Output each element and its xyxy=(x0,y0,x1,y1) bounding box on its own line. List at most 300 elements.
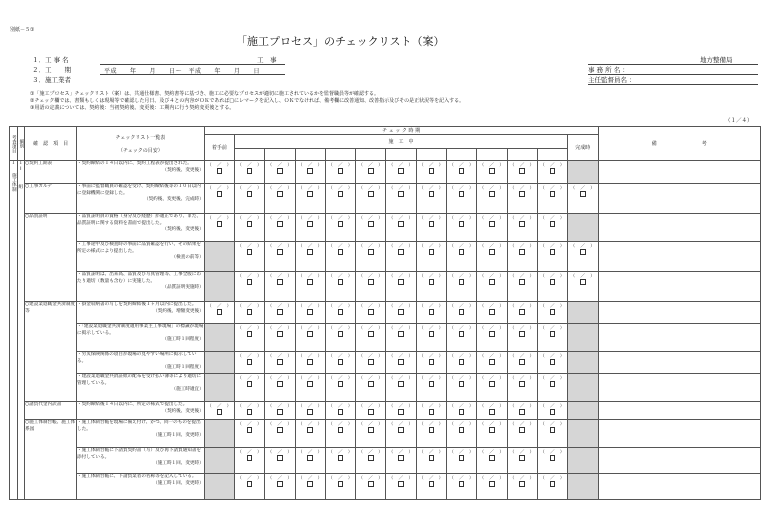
checkbox[interactable] xyxy=(489,221,495,227)
check-date-slot[interactable]: （ ／ ） xyxy=(388,326,414,331)
check-date-slot[interactable]: （ ／ ） xyxy=(267,244,293,249)
check-date-slot[interactable]: （ ／ ） xyxy=(358,163,383,168)
check-cell[interactable] xyxy=(477,242,507,272)
check-cell[interactable] xyxy=(507,474,537,500)
check-date-slot[interactable]: （ ／ ） xyxy=(297,163,323,168)
check-cell[interactable] xyxy=(356,374,386,402)
check-date-slot[interactable]: （ ／ ） xyxy=(449,422,474,427)
check-cell[interactable] xyxy=(507,161,537,184)
check-date-slot[interactable]: （ ／ ） xyxy=(509,163,535,168)
check-cell[interactable] xyxy=(295,184,325,214)
checkbox[interactable] xyxy=(307,279,313,285)
check-date-slot[interactable]: （ ／ ） xyxy=(328,404,353,409)
check-date-slot[interactable]: （ ／ ） xyxy=(237,163,262,168)
check-date-slot[interactable]: （ ／ ） xyxy=(479,186,505,191)
check-date-slot[interactable]: （ ／ ） xyxy=(540,163,565,168)
checkbox[interactable] xyxy=(217,309,223,315)
check-cell[interactable] xyxy=(568,184,598,214)
check-date-slot[interactable]: （ ／ ） xyxy=(419,422,444,427)
check-cell[interactable] xyxy=(356,242,386,272)
check-date-slot[interactable]: （ ／ ） xyxy=(297,304,323,309)
check-cell[interactable] xyxy=(507,184,537,214)
remarks-cell[interactable] xyxy=(598,242,760,272)
check-cell[interactable] xyxy=(416,302,446,324)
checkbox[interactable] xyxy=(459,168,465,174)
check-date-slot[interactable]: （ ／ ） xyxy=(328,326,353,331)
remarks-cell[interactable] xyxy=(598,474,760,500)
check-cell[interactable] xyxy=(356,474,386,500)
check-cell[interactable] xyxy=(234,242,264,272)
check-cell[interactable] xyxy=(477,161,507,184)
checkbox[interactable] xyxy=(489,279,495,285)
check-cell[interactable] xyxy=(386,214,416,242)
check-date-slot[interactable]: （ ／ ） xyxy=(419,354,444,359)
checkbox[interactable] xyxy=(277,455,283,461)
check-cell[interactable] xyxy=(507,448,537,474)
checkbox[interactable] xyxy=(368,279,374,285)
checkbox[interactable] xyxy=(338,409,344,415)
checkbox[interactable] xyxy=(459,331,465,337)
check-cell[interactable] xyxy=(234,272,264,302)
check-cell[interactable] xyxy=(537,352,567,374)
checkbox[interactable] xyxy=(429,168,435,174)
remarks-cell[interactable] xyxy=(598,420,760,448)
checkbox[interactable] xyxy=(247,249,253,255)
check-date-slot[interactable]: （ ／ ） xyxy=(419,450,444,455)
check-cell[interactable] xyxy=(416,448,446,474)
check-cell[interactable] xyxy=(356,324,386,352)
check-date-slot[interactable]: （ ／ ） xyxy=(237,304,262,309)
check-cell[interactable] xyxy=(295,374,325,402)
check-date-slot[interactable]: （ ／ ） xyxy=(267,274,293,279)
checkbox[interactable] xyxy=(338,427,344,433)
check-cell[interactable] xyxy=(325,272,355,302)
check-cell[interactable] xyxy=(356,214,386,242)
checkbox[interactable] xyxy=(247,455,253,461)
check-cell[interactable] xyxy=(386,420,416,448)
check-cell[interactable] xyxy=(416,402,446,420)
check-cell[interactable] xyxy=(295,242,325,272)
check-date-slot[interactable]: （ ／ ） xyxy=(207,216,232,221)
check-cell[interactable] xyxy=(386,302,416,324)
checkbox[interactable] xyxy=(519,191,525,197)
check-cell[interactable] xyxy=(416,474,446,500)
check-date-slot[interactable]: （ ／ ） xyxy=(328,304,353,309)
checkbox[interactable] xyxy=(247,279,253,285)
check-date-slot[interactable]: （ ／ ） xyxy=(479,354,505,359)
check-cell[interactable] xyxy=(386,184,416,214)
check-cell[interactable] xyxy=(568,272,598,302)
check-date-slot[interactable]: （ ／ ） xyxy=(388,244,414,249)
checkbox[interactable] xyxy=(217,409,223,415)
check-date-slot[interactable]: （ ／ ） xyxy=(388,163,414,168)
checkbox[interactable] xyxy=(247,409,253,415)
check-date-slot[interactable]: （ ／ ） xyxy=(328,450,353,455)
checkbox[interactable] xyxy=(519,455,525,461)
checkbox[interactable] xyxy=(277,381,283,387)
check-date-slot[interactable]: （ ／ ） xyxy=(358,186,383,191)
remarks-cell[interactable] xyxy=(598,402,760,420)
checkbox[interactable] xyxy=(489,481,495,487)
check-cell[interactable] xyxy=(234,352,264,374)
checkbox[interactable] xyxy=(550,427,556,433)
check-cell[interactable] xyxy=(265,402,295,420)
checkbox[interactable] xyxy=(459,191,465,197)
check-date-slot[interactable]: （ ／ ） xyxy=(237,404,262,409)
check-cell[interactable] xyxy=(295,448,325,474)
check-cell[interactable] xyxy=(537,374,567,402)
check-date-slot[interactable]: （ ／ ） xyxy=(237,422,262,427)
checkbox[interactable] xyxy=(217,221,223,227)
check-date-slot[interactable]: （ ／ ） xyxy=(388,422,414,427)
checkbox[interactable] xyxy=(247,427,253,433)
check-date-slot[interactable]: （ ／ ） xyxy=(540,404,565,409)
check-date-slot[interactable]: （ ／ ） xyxy=(509,244,535,249)
check-cell[interactable] xyxy=(537,324,567,352)
check-cell[interactable] xyxy=(325,402,355,420)
check-date-slot[interactable]: （ ／ ） xyxy=(388,376,414,381)
check-date-slot[interactable]: （ ／ ） xyxy=(540,450,565,455)
check-date-slot[interactable]: （ ／ ） xyxy=(328,476,353,481)
check-date-slot[interactable]: （ ／ ） xyxy=(449,354,474,359)
check-date-slot[interactable]: （ ／ ） xyxy=(267,476,293,481)
remarks-cell[interactable] xyxy=(598,448,760,474)
check-date-slot[interactable]: （ ／ ） xyxy=(449,216,474,221)
check-cell[interactable] xyxy=(295,352,325,374)
checkbox[interactable] xyxy=(338,279,344,285)
checkbox[interactable] xyxy=(489,249,495,255)
check-date-slot[interactable]: （ ／ ） xyxy=(237,450,262,455)
check-cell[interactable] xyxy=(537,420,567,448)
check-cell[interactable] xyxy=(356,402,386,420)
checkbox[interactable] xyxy=(519,309,525,315)
check-date-slot[interactable]: （ ／ ） xyxy=(419,244,444,249)
check-date-slot[interactable]: （ ／ ） xyxy=(540,422,565,427)
checkbox[interactable] xyxy=(277,309,283,315)
check-cell[interactable] xyxy=(325,184,355,214)
checkbox[interactable] xyxy=(338,191,344,197)
check-date-slot[interactable]: （ ／ ） xyxy=(267,186,293,191)
checkbox[interactable] xyxy=(550,359,556,365)
checkbox[interactable] xyxy=(550,249,556,255)
check-cell[interactable] xyxy=(568,242,598,272)
check-date-slot[interactable]: （ ／ ） xyxy=(358,404,383,409)
check-date-slot[interactable]: （ ／ ） xyxy=(328,216,353,221)
check-date-slot[interactable]: （ ／ ） xyxy=(267,422,293,427)
check-cell[interactable] xyxy=(386,161,416,184)
check-date-slot[interactable]: （ ／ ） xyxy=(540,274,565,279)
check-cell[interactable] xyxy=(204,402,234,420)
check-cell[interactable] xyxy=(265,184,295,214)
check-cell[interactable] xyxy=(446,302,476,324)
checkbox[interactable] xyxy=(459,381,465,387)
checkbox[interactable] xyxy=(247,168,253,174)
check-date-slot[interactable]: （ ／ ） xyxy=(328,274,353,279)
check-cell[interactable] xyxy=(477,448,507,474)
check-date-slot[interactable]: （ ／ ） xyxy=(388,274,414,279)
checkbox[interactable] xyxy=(398,427,404,433)
check-date-slot[interactable]: （ ／ ） xyxy=(207,304,232,309)
check-date-slot[interactable]: （ ／ ） xyxy=(328,163,353,168)
check-cell[interactable] xyxy=(386,352,416,374)
check-cell[interactable] xyxy=(537,184,567,214)
check-date-slot[interactable]: （ ／ ） xyxy=(358,376,383,381)
check-date-slot[interactable]: （ ／ ） xyxy=(509,354,535,359)
checkbox[interactable] xyxy=(550,455,556,461)
checkbox[interactable] xyxy=(489,409,495,415)
check-cell[interactable] xyxy=(234,402,264,420)
check-cell[interactable] xyxy=(265,302,295,324)
checkbox[interactable] xyxy=(519,331,525,337)
checkbox[interactable] xyxy=(368,359,374,365)
checkbox[interactable] xyxy=(338,481,344,487)
check-cell[interactable] xyxy=(386,448,416,474)
check-date-slot[interactable]: （ ／ ） xyxy=(419,216,444,221)
check-date-slot[interactable]: （ ／ ） xyxy=(328,186,353,191)
check-cell[interactable] xyxy=(477,302,507,324)
checkbox[interactable] xyxy=(277,409,283,415)
checkbox[interactable] xyxy=(338,221,344,227)
check-cell[interactable] xyxy=(265,214,295,242)
checkbox[interactable] xyxy=(277,249,283,255)
check-cell[interactable] xyxy=(234,420,264,448)
remarks-cell[interactable] xyxy=(598,302,760,324)
checkbox[interactable] xyxy=(368,249,374,255)
check-cell[interactable] xyxy=(477,184,507,214)
checkbox[interactable] xyxy=(368,455,374,461)
check-date-slot[interactable]: （ ／ ） xyxy=(267,304,293,309)
check-date-slot[interactable]: （ ／ ） xyxy=(388,354,414,359)
checkbox[interactable] xyxy=(489,309,495,315)
check-date-slot[interactable]: （ ／ ） xyxy=(328,376,353,381)
checkbox[interactable] xyxy=(550,309,556,315)
checkbox[interactable] xyxy=(217,191,223,197)
check-cell[interactable] xyxy=(416,184,446,214)
checkbox[interactable] xyxy=(459,279,465,285)
check-date-slot[interactable]: （ ／ ） xyxy=(267,404,293,409)
checkbox[interactable] xyxy=(398,249,404,255)
check-cell[interactable] xyxy=(507,324,537,352)
check-cell[interactable] xyxy=(537,214,567,242)
checkbox[interactable] xyxy=(519,168,525,174)
checkbox[interactable] xyxy=(247,331,253,337)
checkbox[interactable] xyxy=(307,191,313,197)
checkbox[interactable] xyxy=(338,309,344,315)
check-cell[interactable] xyxy=(325,302,355,324)
check-date-slot[interactable]: （ ／ ） xyxy=(388,304,414,309)
checkbox[interactable] xyxy=(277,359,283,365)
check-date-slot[interactable]: （ ／ ） xyxy=(297,274,323,279)
check-date-slot[interactable]: （ ／ ） xyxy=(509,304,535,309)
check-cell[interactable] xyxy=(356,272,386,302)
check-date-slot[interactable]: （ ／ ） xyxy=(358,274,383,279)
checkbox[interactable] xyxy=(429,455,435,461)
check-cell[interactable] xyxy=(386,374,416,402)
check-date-slot[interactable]: （ ／ ） xyxy=(358,216,383,221)
check-date-slot[interactable]: （ ／ ） xyxy=(479,422,505,427)
checkbox[interactable] xyxy=(368,381,374,387)
checkbox[interactable] xyxy=(429,249,435,255)
checkbox[interactable] xyxy=(398,381,404,387)
checkbox[interactable] xyxy=(489,168,495,174)
checkbox[interactable] xyxy=(489,455,495,461)
check-cell[interactable] xyxy=(477,420,507,448)
check-cell[interactable] xyxy=(265,352,295,374)
checkbox[interactable] xyxy=(398,309,404,315)
check-cell[interactable] xyxy=(537,474,567,500)
check-date-slot[interactable]: （ ／ ） xyxy=(540,216,565,221)
check-date-slot[interactable]: （ ／ ） xyxy=(419,274,444,279)
checkbox[interactable] xyxy=(489,427,495,433)
check-cell[interactable] xyxy=(477,374,507,402)
check-date-slot[interactable]: （ ／ ） xyxy=(419,326,444,331)
checkbox[interactable] xyxy=(277,168,283,174)
check-cell[interactable] xyxy=(386,272,416,302)
checkbox[interactable] xyxy=(338,168,344,174)
checkbox[interactable] xyxy=(519,279,525,285)
check-date-slot[interactable]: （ ／ ） xyxy=(267,450,293,455)
check-date-slot[interactable]: （ ／ ） xyxy=(388,450,414,455)
check-cell[interactable] xyxy=(416,420,446,448)
check-cell[interactable] xyxy=(295,324,325,352)
checkbox[interactable] xyxy=(398,279,404,285)
check-date-slot[interactable]: （ ／ ） xyxy=(449,304,474,309)
check-date-slot[interactable]: （ ／ ） xyxy=(358,326,383,331)
remarks-cell[interactable] xyxy=(598,324,760,352)
check-date-slot[interactable]: （ ／ ） xyxy=(328,354,353,359)
check-date-slot[interactable]: （ ／ ） xyxy=(297,354,323,359)
check-cell[interactable] xyxy=(234,448,264,474)
checkbox[interactable] xyxy=(398,168,404,174)
checkbox[interactable] xyxy=(580,249,586,255)
check-date-slot[interactable]: （ ／ ） xyxy=(570,186,596,191)
check-cell[interactable] xyxy=(265,161,295,184)
checkbox[interactable] xyxy=(489,191,495,197)
checkbox[interactable] xyxy=(338,249,344,255)
check-cell[interactable] xyxy=(234,374,264,402)
checkbox[interactable] xyxy=(580,191,586,197)
checkbox[interactable] xyxy=(277,279,283,285)
check-date-slot[interactable]: （ ／ ） xyxy=(509,376,535,381)
checkbox[interactable] xyxy=(368,481,374,487)
check-cell[interactable] xyxy=(446,402,476,420)
check-date-slot[interactable]: （ ／ ） xyxy=(449,404,474,409)
check-cell[interactable] xyxy=(356,184,386,214)
check-cell[interactable] xyxy=(477,352,507,374)
checkbox[interactable] xyxy=(519,249,525,255)
check-date-slot[interactable]: （ ／ ） xyxy=(297,450,323,455)
check-date-slot[interactable]: （ ／ ） xyxy=(267,326,293,331)
check-date-slot[interactable]: （ ／ ） xyxy=(540,326,565,331)
checkbox[interactable] xyxy=(429,359,435,365)
check-date-slot[interactable]: （ ／ ） xyxy=(358,304,383,309)
check-date-slot[interactable]: （ ／ ） xyxy=(479,274,505,279)
check-date-slot[interactable]: （ ／ ） xyxy=(449,326,474,331)
check-cell[interactable] xyxy=(416,272,446,302)
check-cell[interactable] xyxy=(234,184,264,214)
checkbox[interactable] xyxy=(519,359,525,365)
check-date-slot[interactable]: （ ／ ） xyxy=(479,404,505,409)
check-cell[interactable] xyxy=(507,352,537,374)
check-cell[interactable] xyxy=(477,272,507,302)
checkbox[interactable] xyxy=(429,191,435,197)
check-cell[interactable] xyxy=(325,242,355,272)
checkbox[interactable] xyxy=(217,168,223,174)
checkbox[interactable] xyxy=(368,191,374,197)
remarks-cell[interactable] xyxy=(598,184,760,214)
checkbox[interactable] xyxy=(398,331,404,337)
check-date-slot[interactable]: （ ／ ） xyxy=(207,186,232,191)
check-cell[interactable] xyxy=(204,214,234,242)
checkbox[interactable] xyxy=(429,309,435,315)
check-cell[interactable] xyxy=(265,374,295,402)
check-cell[interactable] xyxy=(295,272,325,302)
checkbox[interactable] xyxy=(519,381,525,387)
check-cell[interactable] xyxy=(325,420,355,448)
check-cell[interactable] xyxy=(325,161,355,184)
checkbox[interactable] xyxy=(277,331,283,337)
checkbox[interactable] xyxy=(550,168,556,174)
remarks-cell[interactable] xyxy=(598,272,760,302)
check-cell[interactable] xyxy=(234,161,264,184)
check-date-slot[interactable]: （ ／ ） xyxy=(509,476,535,481)
check-cell[interactable] xyxy=(537,272,567,302)
checkbox[interactable] xyxy=(307,221,313,227)
check-date-slot[interactable]: （ ／ ） xyxy=(479,450,505,455)
check-cell[interactable] xyxy=(386,324,416,352)
checkbox[interactable] xyxy=(459,359,465,365)
checkbox[interactable] xyxy=(489,381,495,387)
check-cell[interactable] xyxy=(356,448,386,474)
check-cell[interactable] xyxy=(446,184,476,214)
check-date-slot[interactable]: （ ／ ） xyxy=(388,476,414,481)
checkbox[interactable] xyxy=(247,381,253,387)
check-cell[interactable] xyxy=(325,474,355,500)
check-date-slot[interactable]: （ ／ ） xyxy=(237,476,262,481)
check-cell[interactable] xyxy=(356,302,386,324)
check-date-slot[interactable]: （ ／ ） xyxy=(540,476,565,481)
check-cell[interactable] xyxy=(416,214,446,242)
check-date-slot[interactable]: （ ／ ） xyxy=(419,404,444,409)
check-cell[interactable] xyxy=(265,242,295,272)
checkbox[interactable] xyxy=(459,455,465,461)
check-date-slot[interactable]: （ ／ ） xyxy=(509,450,535,455)
checkbox[interactable] xyxy=(550,409,556,415)
checkbox[interactable] xyxy=(489,331,495,337)
check-date-slot[interactable]: （ ／ ） xyxy=(237,354,262,359)
check-date-slot[interactable]: （ ／ ） xyxy=(267,216,293,221)
check-date-slot[interactable]: （ ／ ） xyxy=(237,274,262,279)
check-cell[interactable] xyxy=(234,302,264,324)
check-cell[interactable] xyxy=(356,352,386,374)
check-cell[interactable] xyxy=(446,420,476,448)
checkbox[interactable] xyxy=(459,221,465,227)
check-cell[interactable] xyxy=(295,161,325,184)
check-cell[interactable] xyxy=(507,402,537,420)
check-date-slot[interactable]: （ ／ ） xyxy=(388,404,414,409)
check-date-slot[interactable]: （ ／ ） xyxy=(207,163,232,168)
check-cell[interactable] xyxy=(446,448,476,474)
check-cell[interactable] xyxy=(537,302,567,324)
checkbox[interactable] xyxy=(277,191,283,197)
checkbox[interactable] xyxy=(550,481,556,487)
checkbox[interactable] xyxy=(398,481,404,487)
check-date-slot[interactable]: （ ／ ） xyxy=(479,326,505,331)
check-cell[interactable] xyxy=(446,214,476,242)
check-date-slot[interactable]: （ ／ ） xyxy=(509,274,535,279)
checkbox[interactable] xyxy=(429,381,435,387)
check-cell[interactable] xyxy=(325,448,355,474)
